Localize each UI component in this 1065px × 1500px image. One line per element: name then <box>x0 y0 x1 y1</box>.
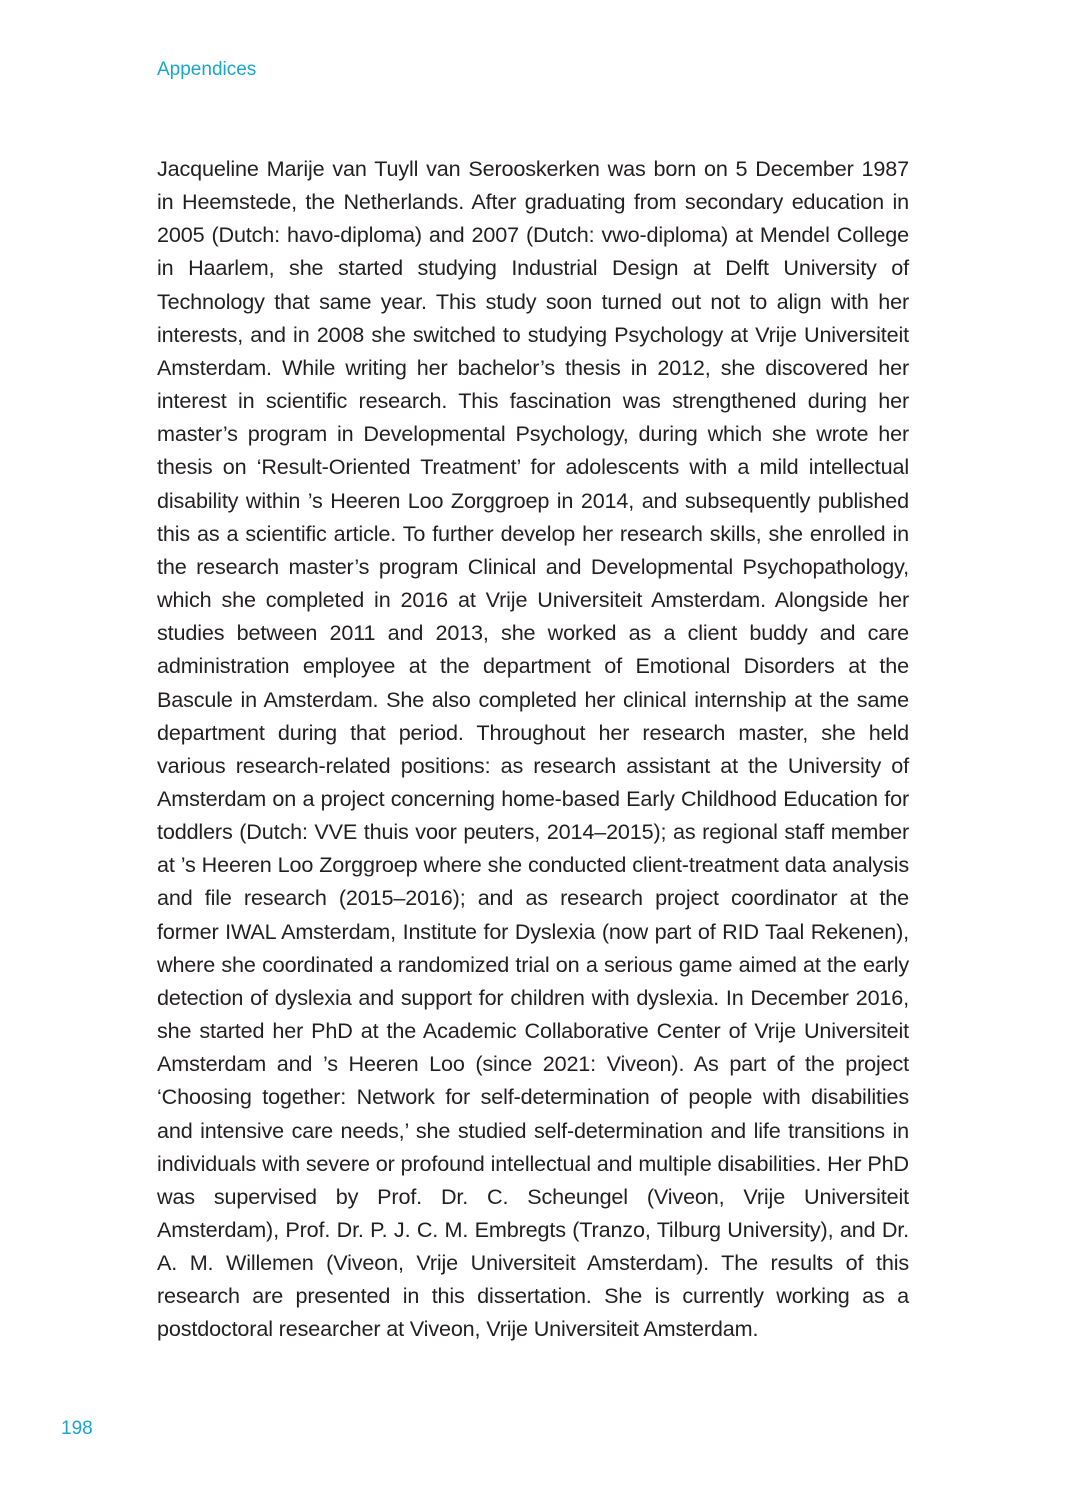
running-header: Appendices <box>157 59 257 80</box>
biography-paragraph: Jacqueline Marije van Tuyll van Serooskerken was born on 5 December 1987 in Heemstede, the Netherlands. After graduating from secondary education in 2005 (Dutch: havo-diploma) and 2007 (Dutch: vwo-diploma) at Mendel College in Haarlem, she started studying Industrial Design at Delft University of Technology that same year. This study soon turned out not to align with her interests, and in 2008 she switched to studying Psychology at Vrije Universiteit Amsterdam. While writing her bachelor’s thesis in 2012, she discovered her interest in scientific research. This fascination was strengthened during her master’s program in Developmental Psychology, during which she wrote her thesis on ‘Result-Oriented Treatment’ for adolescents with a mild intellectual disability within ’s Heeren Loo Zorggroep in 2014, and subsequently published this as a scientific article. To further develop her research skills, she enrolled in the research master’s program Clinical and Developmental Psychopathology, which she completed in 2016 at Vrije Universiteit Amsterdam. Alongside her studies between 2011 and 2013, she worked as a client buddy and care administration employee at the department of Emotional Disorders at the Bascule in Amsterdam. She also completed her clinical internship at the same department during that period. Throughout her research master, she held various research-related positions: as research assistant at the University of Amsterdam on a project concerning home-based Early Childhood Education for toddlers (Dutch: VVE thuis voor peuters, 2014–2015); as regional staff member at ’s Heeren Loo Zorggroep where she conducted client-treatment data analysis and file research (2015–2016); and as research project coordinator at the former IWAL Amsterdam, Institute for Dyslexia (now part of RID Taal Rekenen), where she coordinated a randomized trial on a serious game aimed at the early detection of dyslexia and support for children with dyslexia. In December 2016, she started her PhD at the Academic Collaborative Center of Vrije Universiteit Amsterdam and ’s Heeren Loo (since 2021: Viveon). As part of the project ‘Choosing together: Network for self-determination of people with disabilities and intensive care needs,’ she studied self-determination and life transitions in individuals with severe or profound intellectual and multiple disabilities. Her PhD was supervised by Prof. Dr. C. Scheungel (Viveon, Vrije Universiteit Amsterdam), Prof. Dr. P. J. C. M. Embregts (Tranzo, Tilburg University), and Dr. A. M. Willemen (Viveon, Vrije Universiteit Amsterdam). The results of this research are presented in this dissertation. She is currently working as a postdoctoral researcher at Viveon, Vrije Universiteit Amsterdam. <box>157 156 909 1342</box>
page-number: 198 <box>61 1418 93 1439</box>
